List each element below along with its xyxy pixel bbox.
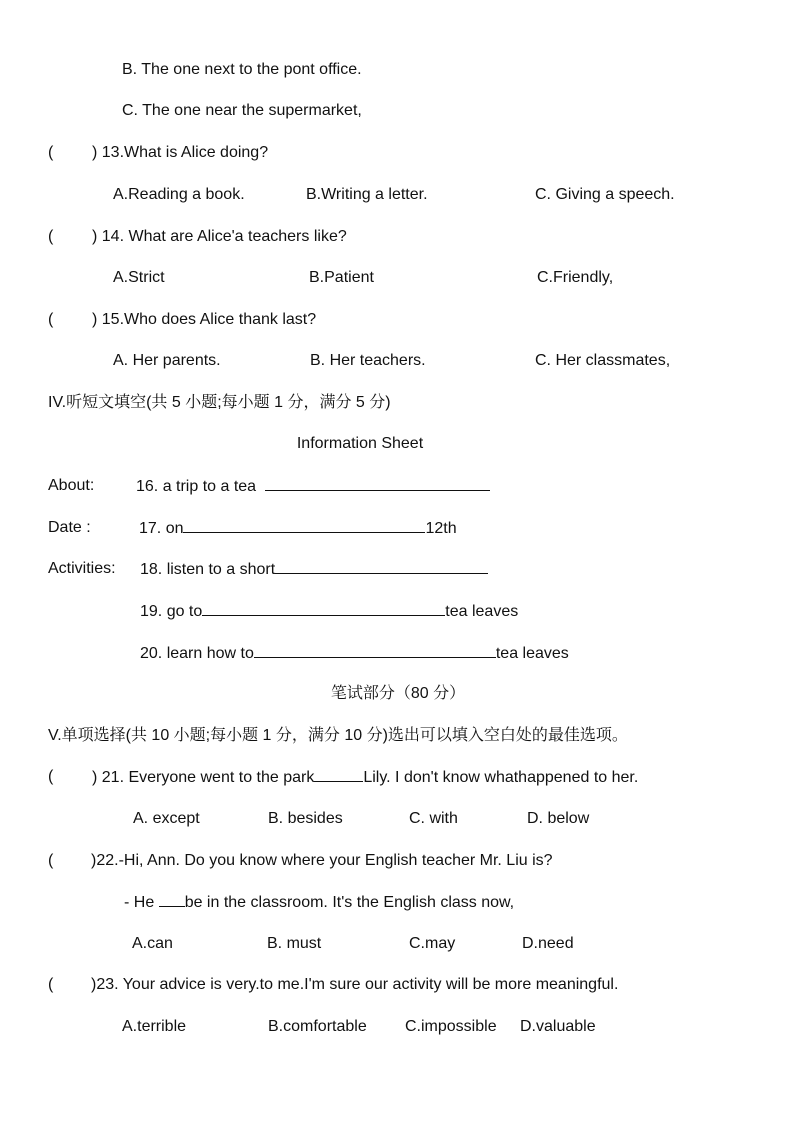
- q13-option-b: B.Writing a letter.: [306, 186, 428, 203]
- answer-paren: (: [48, 144, 54, 161]
- q21-stem: [92, 767, 638, 788]
- q15-option-b: B. Her teachers.: [310, 352, 426, 369]
- q18-row: [140, 559, 488, 580]
- date-label: Date :: [48, 519, 91, 536]
- q19-text: 19. go to: [140, 603, 203, 620]
- q18-blank[interactable]: [275, 559, 488, 574]
- q17-blank[interactable]: [183, 518, 425, 533]
- q14-stem: ) 14. What are Alice'a teachers like?: [92, 228, 347, 245]
- q20-text: 20. learn how to: [140, 645, 254, 662]
- answer-paren: (: [48, 976, 54, 993]
- q21-option-b: B. besides: [268, 810, 343, 827]
- q20-blank[interactable]: [254, 643, 496, 658]
- q18-text: 18. listen to a short: [140, 561, 276, 578]
- answer-paren: (: [48, 311, 54, 328]
- written-part-heading: 笔试部分（80 分）: [330, 685, 466, 702]
- q22-option-d: D.need: [522, 935, 574, 952]
- information-sheet-title: Information Sheet: [296, 435, 424, 452]
- q13-option-c: C. Giving a speech.: [535, 186, 675, 203]
- q15-stem: ) 15.Who does Alice thank last?: [92, 311, 317, 328]
- q22-text-post: be in the classroom. It's the English class now,: [184, 894, 515, 911]
- q22-option-a: A.can: [132, 935, 173, 952]
- q19-after: tea leaves: [445, 603, 519, 620]
- q16-text: 16. a trip to a tea: [136, 478, 257, 495]
- q19-blank[interactable]: [202, 601, 445, 616]
- q12-option-c: C. The one near the supermarket,: [122, 102, 362, 119]
- about-label: About:: [48, 477, 95, 494]
- q22-response: [124, 892, 514, 913]
- q23-stem: )23. Your advice is very.to me.I'm sure our activity will be more meaningful.: [91, 976, 619, 993]
- q17-text: 17. on: [139, 520, 184, 537]
- activities-label: Activities:: [48, 560, 116, 577]
- answer-paren: (: [48, 228, 54, 245]
- q16-blank[interactable]: [265, 476, 490, 491]
- section-4-heading: IV.听短文填空(共 5 小题;每小题 1 分，满分 5 分): [48, 394, 391, 411]
- q22-blank[interactable]: [159, 892, 185, 907]
- q19-row: [140, 601, 518, 622]
- q14-option-b: B.Patient: [309, 269, 374, 286]
- answer-paren: (: [48, 852, 54, 869]
- q14-option-c: C.Friendly,: [537, 269, 614, 286]
- q21-option-d: D. below: [527, 810, 590, 827]
- q17-after: 12th: [425, 520, 457, 537]
- q23-option-c: C.impossible: [405, 1018, 497, 1035]
- q21-option-a: A. except: [133, 810, 200, 827]
- section-5-heading: V.单项选择(共 10 小题;每小题 1 分，满分 10 分)选出可以填入空白处的最佳选项。: [48, 727, 628, 744]
- q22-stem: )22.-Hi, Ann. Do you know where your English teacher Mr. Liu is?: [91, 852, 553, 869]
- q21-text-pre: ) 21. Everyone went to the park: [92, 769, 315, 786]
- q13-stem: ) 13.What is Alice doing?: [92, 144, 269, 161]
- q15-option-a: A. Her parents.: [113, 352, 221, 369]
- q16-row: [136, 476, 490, 497]
- q23-option-d: D.valuable: [520, 1018, 596, 1035]
- q23-option-a: A.terrible: [122, 1018, 187, 1035]
- q22-text-pre: - He: [124, 894, 155, 911]
- q22-option-b: B. must: [267, 935, 322, 952]
- q13-option-a: A.Reading a book.: [113, 186, 245, 203]
- q22-option-c: C.may: [409, 935, 456, 952]
- q23-option-b: B.comfortable: [268, 1018, 367, 1035]
- q21-blank[interactable]: [314, 767, 363, 782]
- q21-option-c: C. with: [409, 810, 458, 827]
- q12-option-b: B. The one next to the pont office.: [122, 61, 362, 78]
- q20-row: [140, 643, 569, 664]
- q20-after: tea leaves: [495, 645, 569, 662]
- q14-option-a: A.Strict: [113, 269, 165, 286]
- answer-paren: (: [48, 768, 54, 785]
- q21-text-post: Lily. I don't know whathappened to her.: [363, 769, 639, 786]
- q17-row: [139, 518, 457, 539]
- q15-option-c: C. Her classmates,: [535, 352, 671, 369]
